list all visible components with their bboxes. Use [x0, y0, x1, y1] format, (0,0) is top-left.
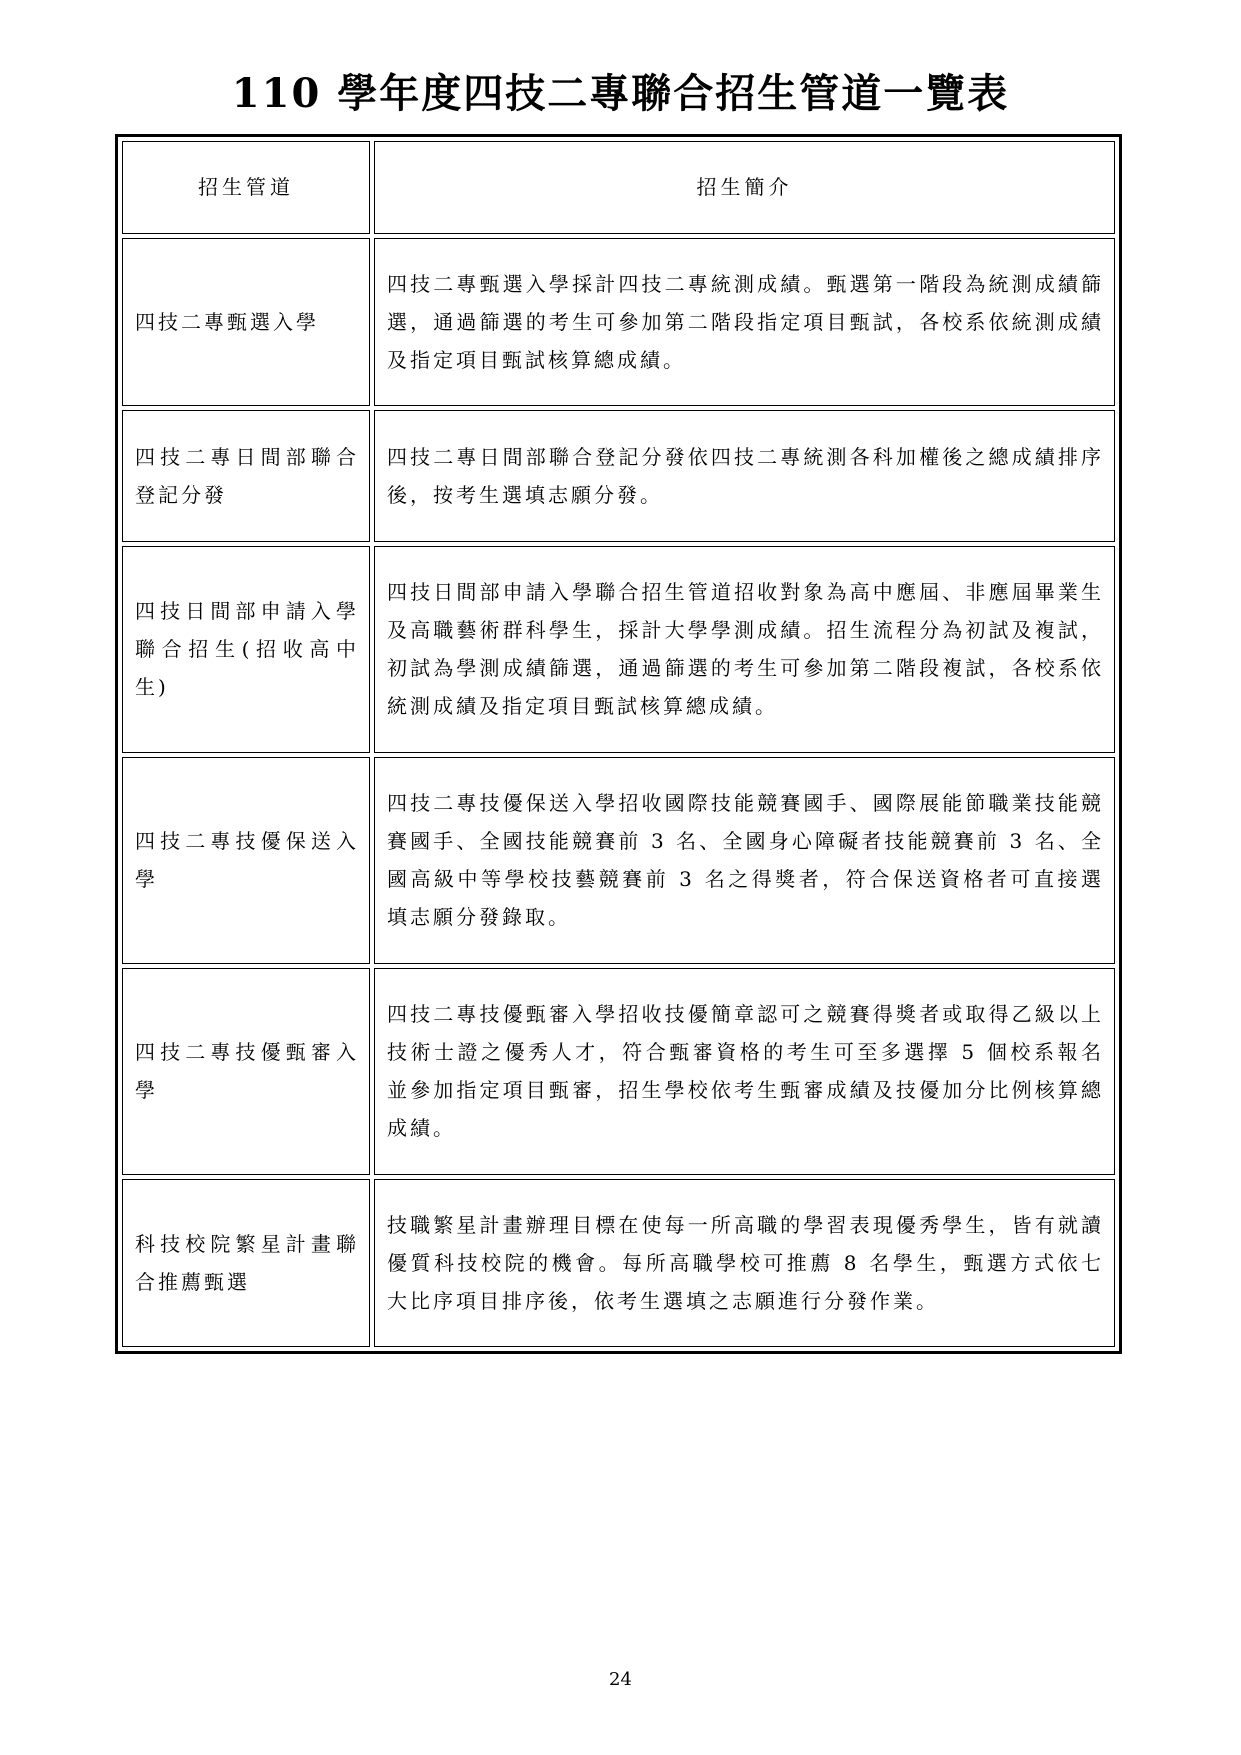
channel-name: 四技二專技優保送入學: [122, 757, 370, 965]
page-title: 110 學年度四技二專聯合招生管道一覽表: [231, 70, 1010, 117]
table-row: [122, 968, 1115, 1175]
channel-intro: 技職繁星計畫辦理目標在使每一所高職的學習表現優秀學生，皆有就讀優質科技校院的機會。每所高職學校可推薦 8 名學生，甄選方式依七大比序項目排序後，依考生選填之志願進行分發作業。: [374, 1179, 1115, 1347]
header-channel: 招生管道: [122, 141, 370, 234]
admission-channels-table: [118, 137, 1119, 1351]
table-row: [122, 546, 1115, 753]
channel-intro: 四技二專技優保送入學招收國際技能競賽國手、國際展能節職業技能競賽國手、全國技能競賽前 3 名、全國身心障礙者技能競賽前 3 名、全國高級中等學校技藝競賽前 3 名之得獎者，符合保送資格者可直接選填志願分發錄取。: [374, 757, 1115, 965]
channel-name: 四技二專技優甄審入學: [122, 968, 370, 1175]
header-intro: 招生簡介: [374, 141, 1115, 234]
table-row: [122, 410, 1115, 542]
table-header-row: [122, 141, 1115, 234]
channel-intro: 四技二專技優甄審入學招收技優簡章認可之競賽得獎者或取得乙級以上技術士證之優秀人才，符合甄審資格的考生可至多選擇 5 個校系報名並參加指定項目甄審，招生學校依考生甄審成績及技優加分比例核算總成績。: [374, 968, 1115, 1175]
table-row: [122, 238, 1115, 406]
table-row: [122, 1179, 1115, 1347]
table-row: [122, 757, 1115, 965]
channel-intro: 四技二專甄選入學採計四技二專統測成績。甄選第一階段為統測成績篩選，通過篩選的考生可參加第二階段指定項目甄試，各校系依統測成績及指定項目甄試核算總成績。: [374, 238, 1115, 406]
channel-name: 四技日間部申請入學聯合招生(招收高中生): [122, 546, 370, 753]
channel-intro: 四技日間部申請入學聯合招生管道招收對象為高中應屆、非應屆畢業生及高職藝術群科學生，採計大學學測成績。招生流程分為初試及複試，初試為學測成績篩選，通過篩選的考生可參加第二階段複試，各校系依統測成績及指定項目甄試核算總成績。: [374, 546, 1115, 753]
channel-name: 四技二專日間部聯合登記分發: [122, 410, 370, 542]
page-number: 24: [609, 1669, 632, 1690]
admission-channels-table-frame: [115, 134, 1122, 1354]
channel-intro: 四技二專日間部聯合登記分發依四技二專統測各科加權後之總成績排序後，按考生選填志願分發。: [374, 410, 1115, 542]
channel-name: 四技二專甄選入學: [122, 238, 370, 406]
channel-name: 科技校院繁星計畫聯合推薦甄選: [122, 1179, 370, 1347]
